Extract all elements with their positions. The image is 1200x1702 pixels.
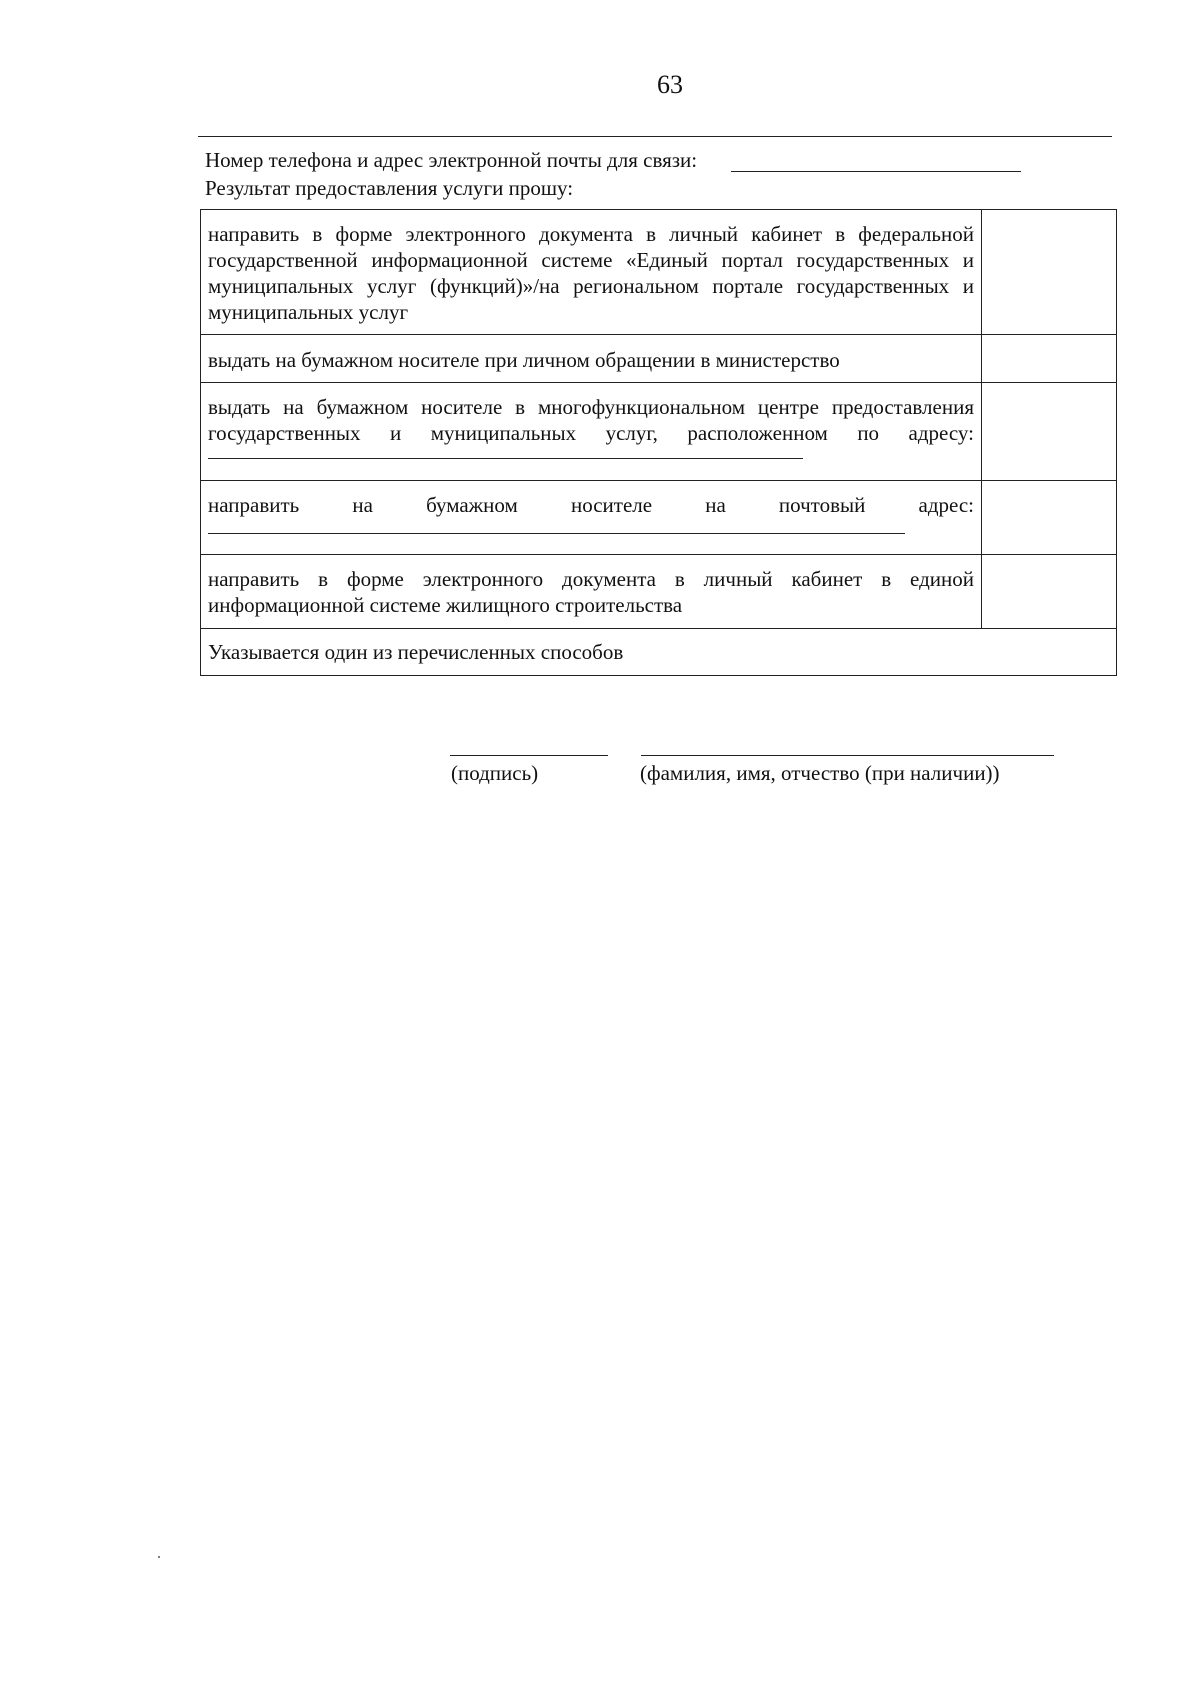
contact-input-line[interactable] <box>731 171 1021 172</box>
option-text: выдать на бумажном носителе при личном обращении в министерство <box>208 348 840 372</box>
full-name-caption: (фамилия, имя, отчество (при наличии)) <box>640 761 1000 785</box>
option-checkbox-cell[interactable] <box>982 555 1117 629</box>
result-options-table <box>200 209 1117 676</box>
address-input-line[interactable] <box>208 458 803 459</box>
option-text: выдать на бумажном носителе в многофункциональном центре предоставления государственных и муниципальных услуг, расположенном по адресу: <box>208 395 974 445</box>
option-row <box>201 481 1117 555</box>
option-text: направить в форме электронного документа в личный кабинет в федеральной государственной информационной системе «Единый портал государственных и муниципальных услуг (функций)»/на региональном портале государственных и муниципальных услуг <box>208 222 974 324</box>
signature-line[interactable] <box>450 755 608 756</box>
option-text-cell <box>201 383 982 481</box>
option-text-cell <box>201 210 982 335</box>
note-cell <box>201 629 1117 676</box>
option-checkbox-cell[interactable] <box>982 383 1117 481</box>
option-text: направить на бумажном носителе на почтовый адрес: <box>208 493 974 517</box>
option-row <box>201 210 1117 335</box>
option-checkbox-cell[interactable] <box>982 335 1117 383</box>
option-text-cell <box>201 481 982 555</box>
note-row <box>201 629 1117 676</box>
option-text: направить в форме электронного документа в личный кабинет в единой информационной системе жилищного строительства <box>208 567 974 617</box>
note-text: Указывается один из перечисленных способов <box>208 640 624 664</box>
option-text-cell <box>201 555 982 629</box>
postal-address-input-line[interactable] <box>208 533 905 534</box>
full-name-line[interactable] <box>641 755 1054 756</box>
option-row <box>201 383 1117 481</box>
signature-caption: (подпись) <box>451 761 539 785</box>
contact-label: Номер телефона и адрес электронной почты для связи: <box>205 148 698 172</box>
result-label: Результат предоставления услуги прошу: <box>205 176 574 200</box>
option-row <box>201 555 1117 629</box>
option-text-cell <box>201 335 982 383</box>
header-rule <box>198 136 1112 137</box>
page-number: 63 <box>657 70 683 99</box>
option-checkbox-cell[interactable] <box>982 481 1117 555</box>
scan-speck <box>158 1556 160 1558</box>
option-checkbox-cell[interactable] <box>982 210 1117 335</box>
option-row <box>201 335 1117 383</box>
